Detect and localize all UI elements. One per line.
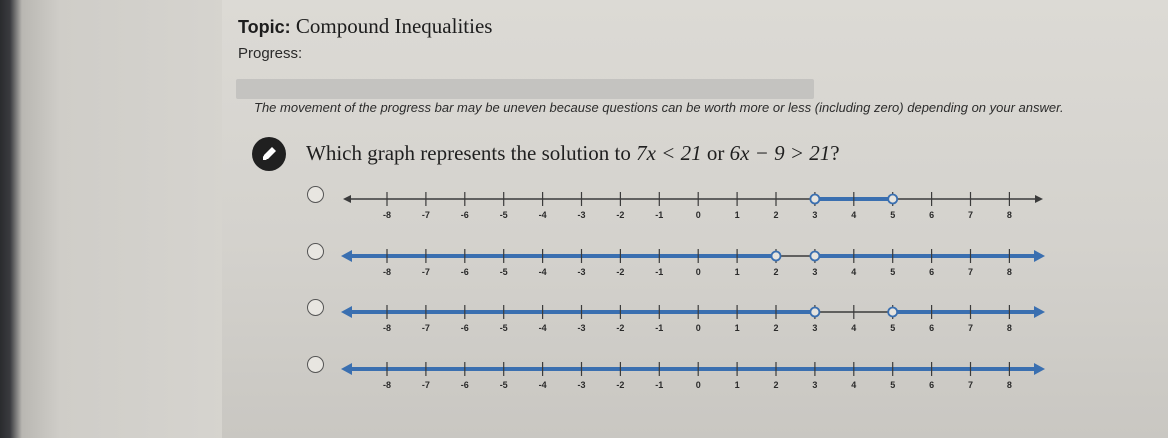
tick-label: 8 — [1006, 267, 1012, 277]
topic-label: Topic: — [238, 17, 291, 37]
screen-bezel — [0, 0, 230, 438]
tick-label: -6 — [460, 210, 469, 220]
topic-heading — [238, 14, 492, 39]
tick-label: -3 — [577, 323, 586, 333]
tick-label: -2 — [616, 380, 625, 390]
tick-label: 7 — [967, 267, 974, 277]
tick-label: 1 — [734, 323, 740, 333]
tick-label: -5 — [499, 380, 508, 390]
tick-label: -5 — [499, 323, 508, 333]
tick-label: -7 — [421, 323, 430, 333]
tick-label: -3 — [577, 267, 586, 277]
radio-button[interactable] — [307, 299, 324, 316]
choice-c[interactable] — [307, 291, 1168, 347]
number-line — [331, 178, 1051, 220]
inequality-1: 7x < 21 — [636, 141, 702, 165]
choice-b[interactable] — [307, 235, 1168, 291]
tick-label: -6 — [460, 267, 469, 277]
radio-button[interactable] — [307, 186, 324, 203]
tick-label: 5 — [890, 380, 896, 390]
tick-label: 2 — [773, 323, 779, 333]
tick-label: 3 — [812, 210, 818, 220]
tick-label: -6 — [460, 380, 469, 390]
inequality-2: 6x − 9 > 21 — [729, 141, 831, 165]
open-circle — [888, 308, 897, 317]
tick-label: 1 — [734, 380, 740, 390]
open-circle — [810, 252, 819, 261]
tick-label: 6 — [929, 380, 935, 390]
tick-label: -2 — [616, 323, 625, 333]
tick-label: 6 — [929, 323, 935, 333]
open-circle — [772, 252, 781, 261]
tick-label: 0 — [695, 323, 701, 333]
tick-label: 0 — [695, 210, 701, 220]
question-panel — [222, 0, 1168, 438]
tick-label: -4 — [538, 267, 547, 277]
tick-label: -4 — [538, 380, 547, 390]
tick-label: 5 — [890, 267, 896, 277]
open-circle — [810, 308, 819, 317]
tick-label: 1 — [734, 210, 740, 220]
solution-arrow-left — [341, 363, 352, 375]
progress-bar — [236, 79, 814, 99]
solution-arrow-left — [341, 250, 352, 262]
tick-label: -7 — [421, 210, 430, 220]
tick-label: 5 — [890, 323, 896, 333]
tick-label: 0 — [695, 267, 701, 277]
tick-label: 1 — [734, 267, 740, 277]
tick-label: -8 — [382, 380, 392, 390]
tick-label: -5 — [499, 267, 508, 277]
topic-value: Compound Inequalities — [295, 14, 493, 38]
question-prefix: Which graph represents the solution to — [306, 141, 637, 165]
tick-label: 8 — [1006, 210, 1012, 220]
tick-label: 6 — [929, 210, 935, 220]
tick-label: 4 — [851, 267, 857, 277]
tick-label: 6 — [929, 267, 935, 277]
tick-label: -7 — [421, 380, 430, 390]
right-arrow — [1035, 195, 1043, 203]
radio-button[interactable] — [307, 243, 324, 260]
tick-label: 4 — [851, 210, 857, 220]
open-circle — [810, 195, 819, 204]
tick-label: -3 — [577, 210, 586, 220]
question-suffix: ? — [830, 141, 840, 165]
tick-label: 8 — [1006, 380, 1012, 390]
open-circle — [888, 195, 897, 204]
tick-label: 7 — [967, 323, 974, 333]
tick-label: -2 — [616, 267, 625, 277]
tick-label: 7 — [967, 380, 974, 390]
question-text — [306, 141, 840, 166]
progress-label: Progress: — [238, 45, 303, 62]
tick-label: 2 — [773, 267, 779, 277]
tick-label: 4 — [851, 380, 857, 390]
tick-label: 5 — [890, 210, 896, 220]
tick-label: 4 — [851, 323, 857, 333]
question-joiner: or — [701, 141, 730, 165]
tick-label: -8 — [382, 210, 392, 220]
tick-label: -8 — [382, 323, 392, 333]
number-line — [331, 291, 1051, 333]
solution-arrow-right — [1034, 363, 1045, 375]
tick-label: -5 — [499, 210, 508, 220]
tick-label: -1 — [655, 323, 664, 333]
tick-label: 7 — [967, 210, 974, 220]
tick-label: -6 — [460, 323, 469, 333]
tick-label: 2 — [773, 210, 779, 220]
tick-label: -4 — [538, 323, 547, 333]
tick-label: -7 — [421, 267, 430, 277]
tick-label: 8 — [1006, 323, 1012, 333]
choice-d[interactable] — [307, 348, 1168, 404]
tick-label: -2 — [616, 210, 625, 220]
choice-a[interactable] — [307, 178, 1168, 234]
tick-label: -3 — [577, 380, 586, 390]
tick-label: -8 — [382, 267, 392, 277]
number-line — [331, 235, 1051, 277]
tick-label: 3 — [812, 380, 818, 390]
left-arrow — [343, 195, 351, 203]
tick-label: -1 — [655, 267, 664, 277]
tick-label: 3 — [812, 267, 818, 277]
tick-label: -1 — [655, 380, 664, 390]
solution-arrow-right — [1034, 250, 1045, 262]
number-line — [331, 348, 1051, 390]
radio-button[interactable] — [307, 356, 324, 373]
tick-label: -4 — [538, 210, 547, 220]
solution-arrow-left — [341, 306, 352, 318]
solution-arrow-right — [1034, 306, 1045, 318]
tick-label: 2 — [773, 380, 779, 390]
progress-notice: The movement of the progress bar may be uneven because questions can be worth more or less (including zero) depending on your answer. — [254, 100, 1064, 115]
tick-label: 3 — [812, 323, 818, 333]
tick-label: 0 — [695, 380, 701, 390]
tick-label: -1 — [655, 210, 664, 220]
pencil-icon — [252, 137, 286, 171]
